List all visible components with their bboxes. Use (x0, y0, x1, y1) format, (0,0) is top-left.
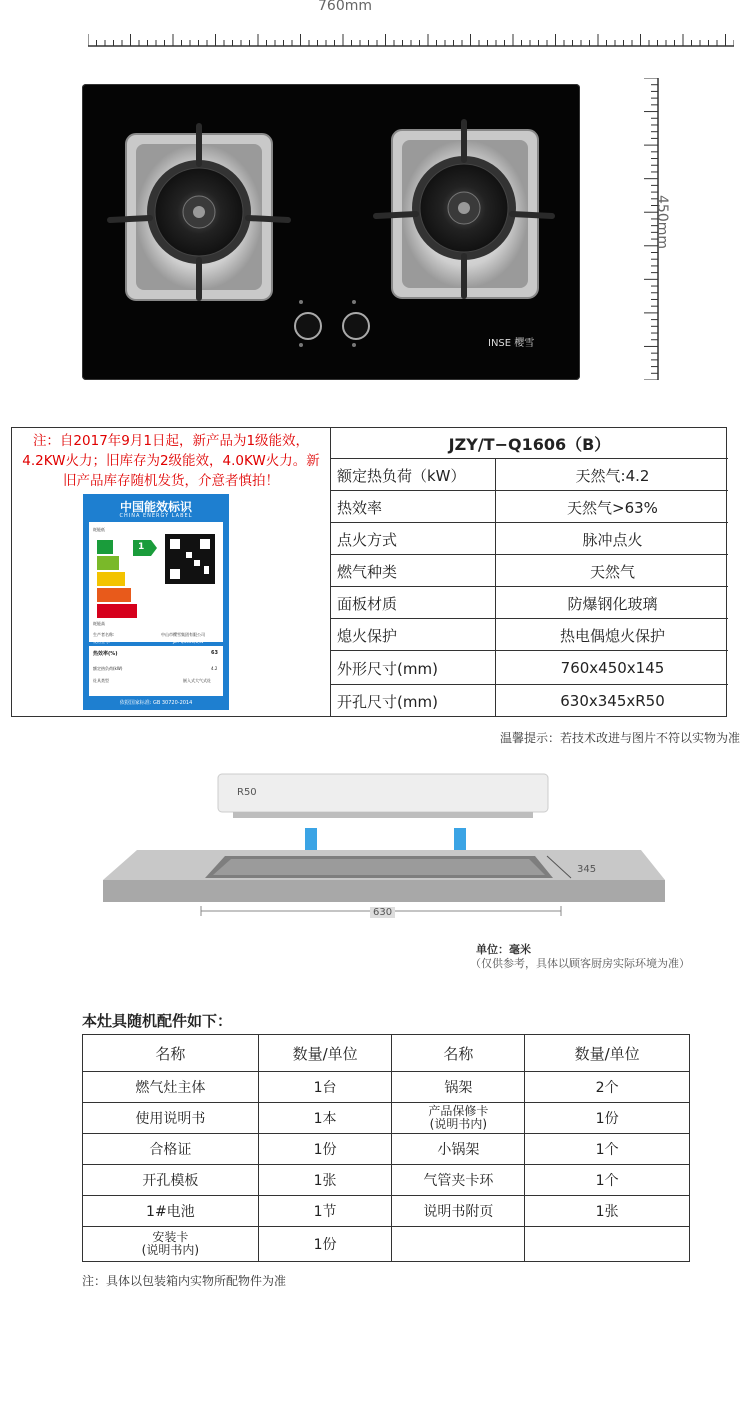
gas-stove-image (82, 84, 580, 380)
energy-label-subtitle: CHINA ENERGY LABEL (119, 513, 193, 519)
efficiency-key: 热效率(%) (93, 651, 118, 657)
energy-label-title: 中国能效标识 (119, 500, 192, 514)
accessory-qty: 1份 (258, 1134, 392, 1165)
radius-label: R50 (237, 787, 257, 798)
energy-grade: 1 (138, 542, 145, 552)
accessory-name: 说明书附页 (392, 1196, 525, 1227)
spec-row (331, 684, 728, 717)
spec-key: 开孔尺寸(mm) (337, 692, 438, 711)
accessory-name: 气管夹卡环 (392, 1165, 525, 1196)
accessory-qty: 1份 (525, 1103, 690, 1134)
spec-value: 热电偶熄火保护 (495, 619, 729, 651)
spec-row (331, 522, 728, 555)
accessory-row (83, 1134, 690, 1165)
header-qty-1: 数量/单位 (258, 1035, 392, 1072)
spec-row (331, 618, 728, 651)
energy-low-label: 耗能低 (93, 527, 105, 532)
accessory-qty: 1台 (258, 1072, 392, 1103)
accessory-name: 1#电池 (83, 1196, 259, 1227)
spec-row (331, 586, 728, 619)
spec-key: 点火方式 (337, 530, 398, 549)
accessory-qty: 1张 (525, 1196, 690, 1227)
accessory-row (83, 1072, 690, 1103)
header-name-2: 名称 (392, 1035, 525, 1072)
accessory-row (83, 1227, 690, 1262)
accessory-name: 锅架 (392, 1072, 525, 1103)
left-burner (110, 126, 288, 300)
energy-high-label: 耗能高 (93, 621, 105, 626)
installation-diagram (95, 770, 675, 930)
spec-row (331, 650, 728, 685)
accessory-row (83, 1165, 690, 1196)
efficiency-value: 63 (211, 650, 218, 656)
stock-notice: 注：自2017年9月1日起，新产品为1级能效，4.2KW火力；旧库存为2级能效，4.0KW火力。新旧产品库存随机发货，介意者慎拍！ (22, 433, 320, 489)
spec-values (330, 428, 728, 716)
accessory-qty: 1节 (258, 1196, 392, 1227)
accessory-qty (525, 1227, 690, 1262)
width-ruler (88, 30, 734, 48)
spec-table (11, 427, 727, 717)
accessory-qty: 1个 (525, 1165, 690, 1196)
spec-value: 天然气:4.2 (495, 459, 729, 491)
accessory-row (83, 1103, 690, 1134)
energy-standard: 依据国家标准: GB 30720-2014 (119, 700, 193, 706)
tech-tip: 温馨提示：若技术改进与图片不符以实物为准 (499, 731, 740, 745)
header-qty-2: 数量/单位 (525, 1035, 690, 1072)
spec-key: 热效率 (337, 498, 383, 517)
maker-key: 生产者名称: (93, 632, 115, 637)
accessory-qty: 1个 (525, 1134, 690, 1165)
load-key: 额定热负荷(kW) (93, 666, 123, 671)
height-dimension-label: 450mm (654, 195, 670, 249)
width-dimension-label: 760mm (318, 0, 372, 14)
accessories-footnote: 注：具体以包装箱内实物所配物件为准 (82, 1274, 287, 1288)
spec-key: 额定热负荷（kW） (337, 466, 466, 485)
accessory-qty: 1份 (258, 1227, 392, 1262)
spec-value: 630x345xR50 (495, 685, 729, 717)
unit-label: 单位：毫米 (476, 943, 531, 956)
energy-label (83, 494, 229, 710)
accessory-name: 燃气灶主体 (83, 1072, 259, 1103)
accessory-row (83, 1196, 690, 1227)
spec-value: 脉冲点火 (495, 523, 729, 555)
model-key: 规格型号: (93, 639, 111, 644)
model-number: JZY/T−Q1606（B） (448, 434, 611, 454)
accessories-table (82, 1034, 690, 1262)
spec-key: 外形尺寸(mm) (337, 659, 438, 678)
accessory-name (392, 1227, 525, 1262)
spec-value: 防爆钢化玻璃 (495, 587, 729, 619)
spec-value: 天然气 (495, 555, 729, 587)
accessory-name: 小锅架 (392, 1134, 525, 1165)
spec-row (331, 490, 728, 523)
stove-type-key: 灶具类型 (93, 678, 109, 683)
maker-value: 中山市樱雪集团有限公司 (161, 632, 205, 637)
spec-key: 面板材质 (337, 594, 398, 613)
load-value: 4.2 (211, 666, 218, 671)
accessory-name: 产品保修卡 (说明书内) (392, 1103, 525, 1134)
accessory-name: 合格证 (83, 1134, 259, 1165)
header-name-1: 名称 (83, 1035, 259, 1072)
cutout-width-label: 630 (370, 907, 395, 918)
spec-value: 760x450x145 (495, 651, 729, 685)
stove-type-value: 嵌入式大气式灶 (183, 678, 211, 683)
accessories-title: 本灶具随机配件如下： (82, 1012, 233, 1030)
depth-label: 345 (577, 864, 597, 875)
model-value: JZT-Q1606(B)W (173, 639, 204, 644)
spec-row (331, 554, 728, 587)
accessory-qty: 1张 (258, 1165, 392, 1196)
accessory-name: 使用说明书 (83, 1103, 259, 1134)
accessory-qty: 1本 (258, 1103, 392, 1134)
spec-key: 燃气种类 (337, 562, 398, 581)
control-knobs (295, 300, 369, 347)
spec-key: 熄火保护 (337, 626, 398, 645)
spec-row (331, 458, 728, 491)
reference-note: （仅供参考，具体以顾客厨房实际环境为准） (470, 957, 690, 970)
right-burner (376, 122, 552, 298)
stove-brand-logo: INSE 樱雪 (488, 338, 535, 349)
accessory-name: 安装卡 (说明书内) (83, 1227, 259, 1262)
spec-value: 天然气>63% (495, 491, 729, 523)
accessory-name: 开孔模板 (83, 1165, 259, 1196)
accessory-qty: 2个 (525, 1072, 690, 1103)
